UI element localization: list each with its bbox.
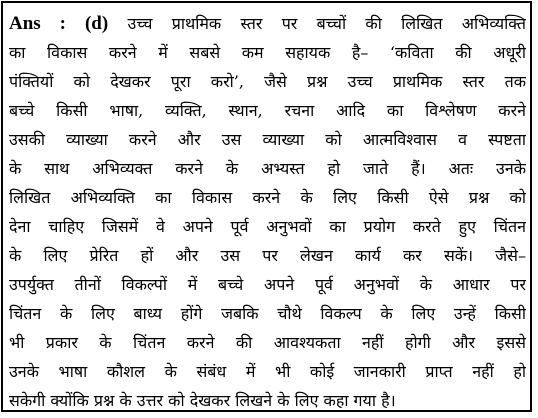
answer-line-7: लिखित अभिव्यक्ति का विकास करने के लिए किसी ऐसे प्रश्न को xyxy=(9,188,526,207)
answer-line-14: सकेगी क्योंकि प्रश्न के उत्तर को देखकर लिखने के लिए कहा गया है। xyxy=(9,391,396,410)
answer-line-13: उनके भाषा कौशल के संबंध में भी कोई जानकारी प्राप्त नहीं हो xyxy=(9,362,526,381)
answer-line-3: पंक्तियों को देखकर पूरा करो’, जैसे प्रश्न उच्च प्राथमिक स्तर तक xyxy=(9,72,526,91)
answer-line-4: बच्चे किसी भाषा, व्यक्ति, स्थान, रचना आदि का विश्लेषण करने xyxy=(9,101,526,120)
answer-line-1-text: उच्च प्राथमिक स्तर पर बच्चों की लिखित अभिव्यक्ति xyxy=(127,14,526,33)
answer-line-2: का विकास करने में सबसे कम सहायक है– ‘कविता की अधूरी xyxy=(9,43,526,62)
answer-line-11: चिंतन के लिए बाध्य होंगे जबकि चौथे विकल्प के लिए उन्हें किसी xyxy=(9,304,526,323)
answer-line-10: उपर्युक्त तीनों विकल्पों में बच्चे अपने पूर्व अनुभवों के आधार पर xyxy=(9,275,526,294)
answer-line-1 xyxy=(9,9,526,38)
answer-line-5: उसकी व्याख्या करने और उस व्याख्या को आत्मविश्वास व स्पष्टता xyxy=(9,130,526,149)
answer-line-12: भी प्रकार के चिंतन करने की आवश्यकता नहीं होगी और इससे xyxy=(9,333,526,352)
answer-line-9: के लिए प्रेरित हों और उस पर लेखन कार्य कर सकें। जैसे– xyxy=(9,246,526,265)
answer-prefix: Ans : (d) xyxy=(9,13,109,34)
answer-line-6: के साथ अभिव्यक्त करने के अभ्यस्त हो जाते हैं। अतः उनके xyxy=(9,159,526,178)
answer-line-8: देना चाहिए जिसमें वे अपने पूर्व अनुभवों का प्रयोग करते हुए चिंतन xyxy=(9,217,526,236)
answer-box xyxy=(1,1,532,412)
